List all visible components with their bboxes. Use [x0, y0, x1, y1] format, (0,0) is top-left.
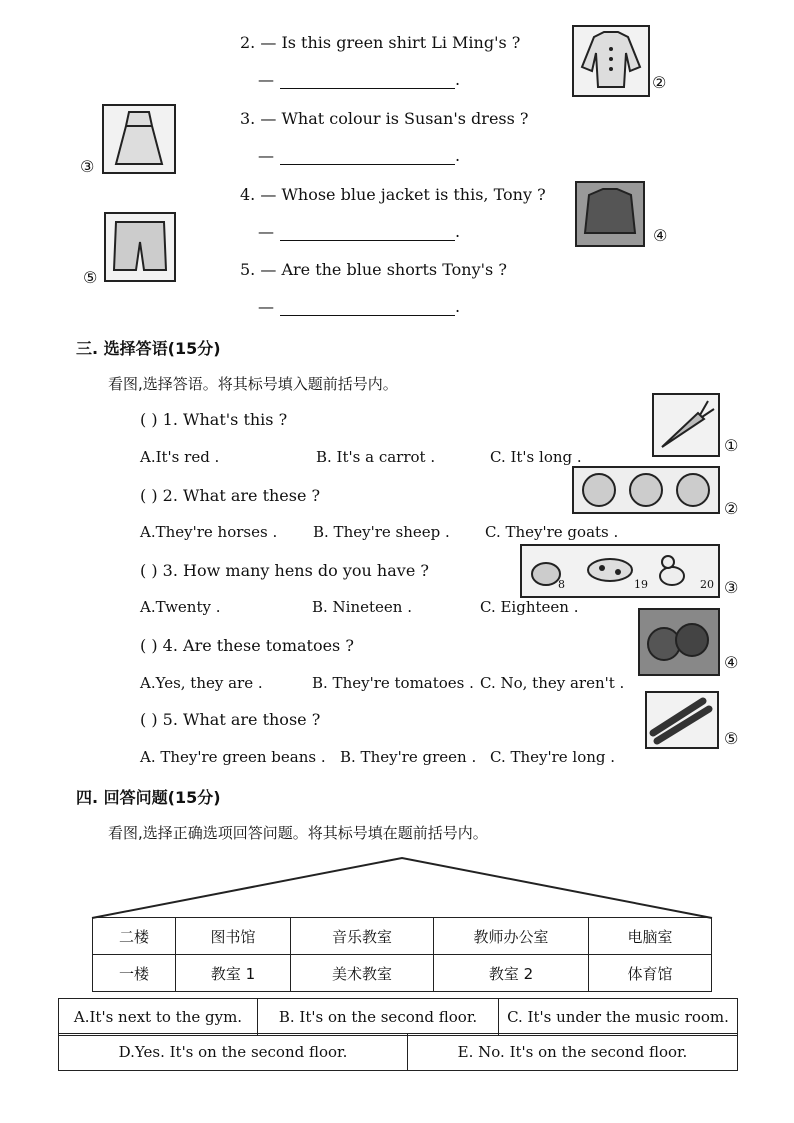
mc-question-2 — [140, 486, 320, 505]
count-cows: 19 — [634, 578, 648, 591]
question-text: 5. What are those ? — [162, 710, 321, 729]
answer-option-a: A.It's next to the gym. — [59, 999, 258, 1036]
dash: — — [258, 70, 274, 89]
option-b: B. They're tomatoes . — [312, 674, 474, 692]
option-b: B. It's a carrot . — [316, 448, 436, 466]
answer-bracket[interactable]: ( ) — [140, 410, 158, 429]
section4-title: 四. 回答问题(15分) — [76, 788, 221, 807]
count-hens: 8 — [558, 578, 565, 591]
mc-question-5 — [140, 710, 320, 729]
answer-options-row1 — [58, 998, 738, 1036]
answer-line-4[interactable] — [258, 222, 460, 241]
answer-bracket[interactable]: ( ) — [140, 486, 158, 505]
label-2: ② — [652, 73, 667, 92]
mc-question-4 — [140, 636, 354, 655]
label-5b: ⑤ — [724, 729, 739, 748]
label-3b: ③ — [724, 578, 739, 597]
section3-instruction: 看图,选择答语。将其标号填入题前括号内。 — [108, 375, 398, 393]
period: . — [455, 297, 461, 316]
answer-option-d: D.Yes. It's on the second floor. — [59, 1034, 408, 1071]
shorts-icon — [104, 212, 176, 282]
label-4: ④ — [653, 226, 668, 245]
blank[interactable] — [280, 150, 455, 165]
room: 教室 1 — [176, 955, 291, 992]
option-a: A.They're horses . — [140, 523, 278, 541]
shirt-icon — [572, 25, 650, 97]
mc-question-1 — [140, 410, 287, 429]
floor-label: 一楼 — [93, 955, 176, 992]
mc-question-3 — [140, 561, 429, 580]
option-c: C. They're goats . — [485, 523, 619, 541]
answer-line-2[interactable] — [258, 70, 460, 89]
answer-line-3[interactable] — [258, 146, 460, 165]
jacket-icon — [575, 181, 645, 247]
blank[interactable] — [280, 226, 455, 241]
option-a: A.It's red . — [140, 448, 220, 466]
animals-icon — [520, 544, 720, 598]
option-c: C. They're long . — [490, 748, 616, 766]
label-3: ③ — [80, 157, 95, 176]
tomatoes-icon — [638, 608, 720, 676]
section3-title: 三. 选择答语(15分) — [76, 339, 221, 358]
answer-option-b: B. It's on the second floor. — [258, 999, 499, 1036]
period: . — [455, 222, 461, 241]
room: 教师办公室 — [434, 918, 589, 955]
label-2b: ② — [724, 499, 739, 518]
option-b: B. They're green . — [340, 748, 477, 766]
option-a: A. They're green beans . — [140, 748, 326, 766]
section4-instruction: 看图,选择正确选项回答问题。将其标号填在题前括号内。 — [108, 824, 488, 842]
option-c: C. It's long . — [490, 448, 582, 466]
dash: — — [258, 297, 274, 316]
beans-icon — [645, 691, 719, 749]
floor-2-row — [93, 918, 712, 955]
blank[interactable] — [280, 301, 455, 316]
answer-options-row2 — [58, 1033, 738, 1071]
floor-1-row — [93, 955, 712, 992]
count-ducks: 20 — [700, 578, 714, 591]
answer-option-c: C. It's under the music room. — [499, 999, 738, 1036]
answer-bracket[interactable]: ( ) — [140, 710, 158, 729]
dash: — — [258, 222, 274, 241]
answer-bracket[interactable]: ( ) — [140, 561, 158, 580]
option-b: B. Nineteen . — [312, 598, 412, 616]
room: 音乐教室 — [291, 918, 434, 955]
question-2: 2. — Is this green shirt Li Ming's ? — [240, 33, 521, 52]
question-3: 3. — What colour is Susan's dress ? — [240, 109, 529, 128]
room: 图书馆 — [176, 918, 291, 955]
label-4b: ④ — [724, 653, 739, 672]
question-text: 4. Are these tomatoes ? — [162, 636, 354, 655]
question-text: 2. What are these ? — [162, 486, 321, 505]
floor-label: 二楼 — [93, 918, 176, 955]
answer-line-5[interactable] — [258, 297, 460, 316]
blank[interactable] — [280, 74, 455, 89]
room: 美术教室 — [291, 955, 434, 992]
answer-option-e: E. No. It's on the second floor. — [408, 1034, 738, 1071]
question-text: 3. How many hens do you have ? — [162, 561, 429, 580]
option-c: C. No, they aren't . — [480, 674, 625, 692]
question-text: 1. What's this ? — [162, 410, 288, 429]
answer-bracket[interactable]: ( ) — [140, 636, 158, 655]
building-table — [92, 917, 712, 992]
room: 教室 2 — [434, 955, 589, 992]
question-5: 5. — Are the blue shorts Tony's ? — [240, 260, 507, 279]
dress-icon — [102, 104, 176, 174]
sheep-icon — [572, 466, 720, 514]
option-b: B. They're sheep . — [313, 523, 450, 541]
label-1: ① — [724, 436, 739, 455]
room: 电脑室 — [589, 918, 712, 955]
building-roof — [90, 856, 714, 920]
option-a: A.Yes, they are . — [140, 674, 263, 692]
label-5: ⑤ — [83, 268, 98, 287]
carrot-icon — [652, 393, 720, 457]
room: 体育馆 — [589, 955, 712, 992]
option-c: C. Eighteen . — [480, 598, 579, 616]
period: . — [455, 146, 461, 165]
period: . — [455, 70, 461, 89]
question-4: 4. — Whose blue jacket is this, Tony ? — [240, 185, 546, 204]
option-a: A.Twenty . — [140, 598, 221, 616]
dash: — — [258, 146, 274, 165]
